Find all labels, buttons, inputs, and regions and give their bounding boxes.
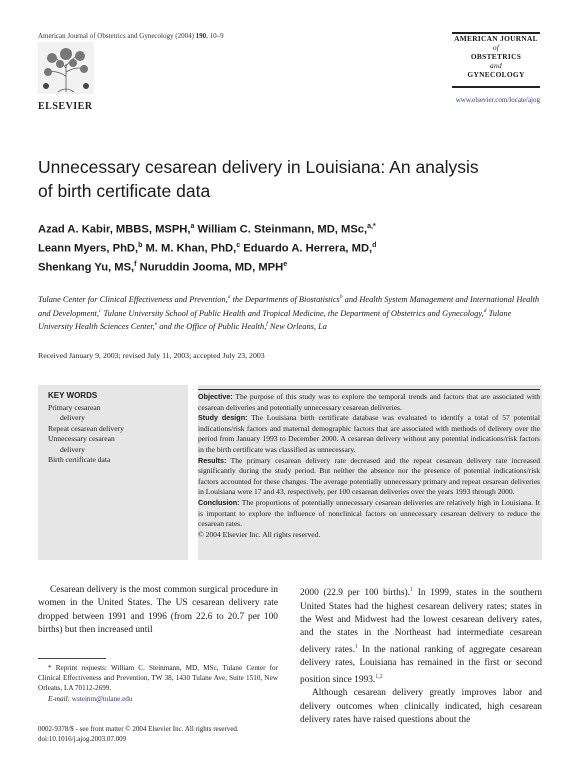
body-text: 2000 (22.9 per 100 births). <box>300 588 410 599</box>
author-line <box>38 257 548 276</box>
doi-line: doi:10.1016/j.ajog.2003.07.009 <box>38 735 127 743</box>
keywords-heading: KEY WORDS <box>48 391 98 400</box>
email-link[interactable]: wsteinm@tulane.edu <box>71 694 133 703</box>
author-affiliation-mark: d <box>372 242 377 250</box>
author-name: William C. Steinmann, MD, MSc, <box>197 223 368 236</box>
body-column-right <box>300 584 542 727</box>
footnote-email-line <box>38 694 278 704</box>
abstract-text: The proportions of potentially unnecessary cesarean deliveries are relatively high in Louisiana. It is important to explore the influence of nonclinical factors on unnecessary cesarean delivery to reduce the cesarean rates. <box>198 497 540 529</box>
author-name: Azad A. Kabir, MBBS, MSPH, <box>38 223 191 236</box>
article-metadata <box>38 724 239 744</box>
issn-line: 0002-9378/$ - see front matter © 2004 Elsevier Inc. All rights reserved. <box>38 725 239 733</box>
journal-badge-line: AMERICAN JOURNAL <box>454 34 538 43</box>
journal-citation <box>38 32 224 40</box>
author-name: Leann Myers, PhD, <box>38 242 139 255</box>
footnote-text: * Reprint requests: William C. Steinmann, MD, MSc, Tulane Center for Clinical Effectiveness and Prevention, TW 38, 1430 Tulane Ave, Suite 1510, New Orleans, LA 70112-2699. <box>38 664 278 693</box>
abstract-copyright: © 2004 Elsevier Inc. All rights reserved. <box>198 529 321 539</box>
journal-pages: , 10–9 <box>206 32 224 40</box>
footnote-divider <box>38 658 106 659</box>
abstract-results <box>198 456 540 498</box>
reference-link[interactable]: 1,2 <box>375 673 383 680</box>
keywords-box <box>38 385 188 560</box>
elsevier-logo <box>38 42 94 112</box>
journal-badge <box>452 32 540 88</box>
author-affiliation-mark: a,* <box>367 223 376 230</box>
author-name: Nuruddin Jooma, MD, MPH <box>139 262 284 275</box>
author-affiliation-mark: a <box>190 223 195 230</box>
affiliation-text: New Orleans, La <box>267 321 327 331</box>
abstract-label: Study design: <box>198 413 248 423</box>
article-title-line: Unnecessary cesarean delivery in Louisiana: An analysis <box>38 157 479 177</box>
keyword-item: Birth certificate data <box>48 455 111 465</box>
email-label: E-mail: <box>48 694 70 703</box>
body-paragraph: Although cesarean delivery greatly improves labor and delivery outcomes when clinically indicated, high cesarean delivery rates have raised questions about the <box>300 688 542 726</box>
affiliation-mark: a <box>227 294 231 300</box>
keyword-item-continued: delivery <box>60 413 85 423</box>
reference-link[interactable]: 1 <box>354 643 358 650</box>
affiliation-mark: c <box>98 307 102 314</box>
journal-badge-line: GYNECOLOGY <box>467 70 525 79</box>
keyword-item: Primary cesarean <box>48 403 101 412</box>
elsevier-wordmark: ELSEVIER <box>38 101 93 112</box>
affiliation-mark: d <box>483 307 487 314</box>
author-line <box>38 238 548 257</box>
abstract-design <box>198 413 540 455</box>
journal-volume: 190 <box>195 32 207 40</box>
affiliation-text: the Departments of Biostatistics <box>230 294 340 304</box>
journal-badge-line: OBSTETRICS <box>470 52 522 61</box>
abstract-objective <box>198 392 540 413</box>
affiliation-text: and Health System Management and International Health and Development, <box>38 294 540 318</box>
article-title <box>38 155 548 203</box>
affiliation-text: Tulane University Health Sciences Center, <box>38 308 512 331</box>
author-name: M. M. Khan, PhD, <box>145 242 237 255</box>
journal-name: American Journal of Obstetrics and Gynecology (2004) <box>38 32 194 40</box>
abstract-label: Objective: <box>198 392 233 401</box>
affiliation-mark: e <box>154 321 158 328</box>
body-paragraph <box>300 584 542 687</box>
affiliation-text: Tulane University School of Public Health and Tropical Medicine, the Department of Obstetrics and Gynecology, <box>101 308 484 318</box>
author-affiliation-mark: e <box>283 261 288 269</box>
abstract-conclusion <box>198 498 540 530</box>
body-text: In 1999, states in the southern United States had the highest cesarean delivery rates; states in the West and Midwest had the lowest cesarean delivery rates, and the states in the Northeast had intermediate cesarean delivery rates. <box>300 588 543 655</box>
abstract-label: Results: <box>198 455 227 465</box>
journal-url-link[interactable]: www.elsevier.com/locate/ajog <box>455 96 540 104</box>
journal-badge-line: and <box>490 61 502 70</box>
abstract-text: The purpose of this study was to explore the temporal trends and factors that are associated with cesarean deliveries and potentially unnecessary cesarean deliveries. <box>198 392 540 412</box>
journal-badge-line: of <box>492 43 500 52</box>
affiliation-mark: b <box>339 294 343 300</box>
author-affiliation-mark: c <box>236 242 241 250</box>
affiliation-text: and the Office of Public Health, <box>157 321 267 331</box>
affiliation-text: Tulane Center for Clinical Effectiveness and Prevention, <box>38 294 228 304</box>
footnote <box>38 663 278 704</box>
author-name: Shenkang Yu, MS, <box>38 262 135 275</box>
author-name: Eduardo A. Herrera, MD, <box>243 242 373 255</box>
abstract-label: Conclusion: <box>198 497 240 507</box>
body-text: In the national ranking of aggregate cesarean delivery rates, Louisiana has remained in the first or second position since 1993. <box>300 644 542 685</box>
article-dates: Received January 9, 2003; revised July 11, 2003; accepted July 23, 2003 <box>38 351 265 360</box>
keyword-item: Repeat cesarean delivery <box>48 423 124 433</box>
abstract-text: The primary cesarean delivery rate decreased and the repeat cesarean delivery rate increased significantly during the study period. But neither the absence nor the presence of potential indications/risk factors accounted for these changes. The average potentially unnecessary primary and repeat cesarean deliveries in Louisiana were 17 and 43, respectively, per 100 cesarean deliveries over the years 1993 through 2000. <box>198 455 540 497</box>
keyword-item: Unnecessary cesarean <box>48 434 115 444</box>
affiliation-mark: f <box>266 321 268 328</box>
author-list <box>38 219 548 277</box>
keywords-list <box>48 403 124 465</box>
article-title-line: of birth certificate data <box>38 181 211 201</box>
abstract-text: The Louisiana birth certificate database was evaluated to identify a total of 57 potential indications/risk factors and maternal demographic factors that are associated with methods of delivery over the period from January 1993 to December 2000. A cesarean delivery without any potential indications/risk factors in the birth certificate was classified as unnecessary. <box>198 413 540 454</box>
elsevier-tree-icon <box>38 42 94 94</box>
abstract-box <box>198 385 542 560</box>
author-line <box>38 219 548 238</box>
author-affiliation-mark: b <box>138 242 143 250</box>
reference-link[interactable]: 1 <box>409 587 413 593</box>
affiliations <box>38 292 543 333</box>
abstract-content <box>198 389 540 540</box>
keyword-item-continued: delivery <box>60 444 85 454</box>
body-column-left <box>38 584 278 638</box>
body-paragraph: Cesarean delivery is the most common surgical procedure in women in the United States. The US cesarean delivery rate dropped between 1991 and 1996 (from 22.6 to 20.7 per 100 births) but then increased until <box>38 585 278 636</box>
author-affiliation-mark: f <box>134 261 137 269</box>
